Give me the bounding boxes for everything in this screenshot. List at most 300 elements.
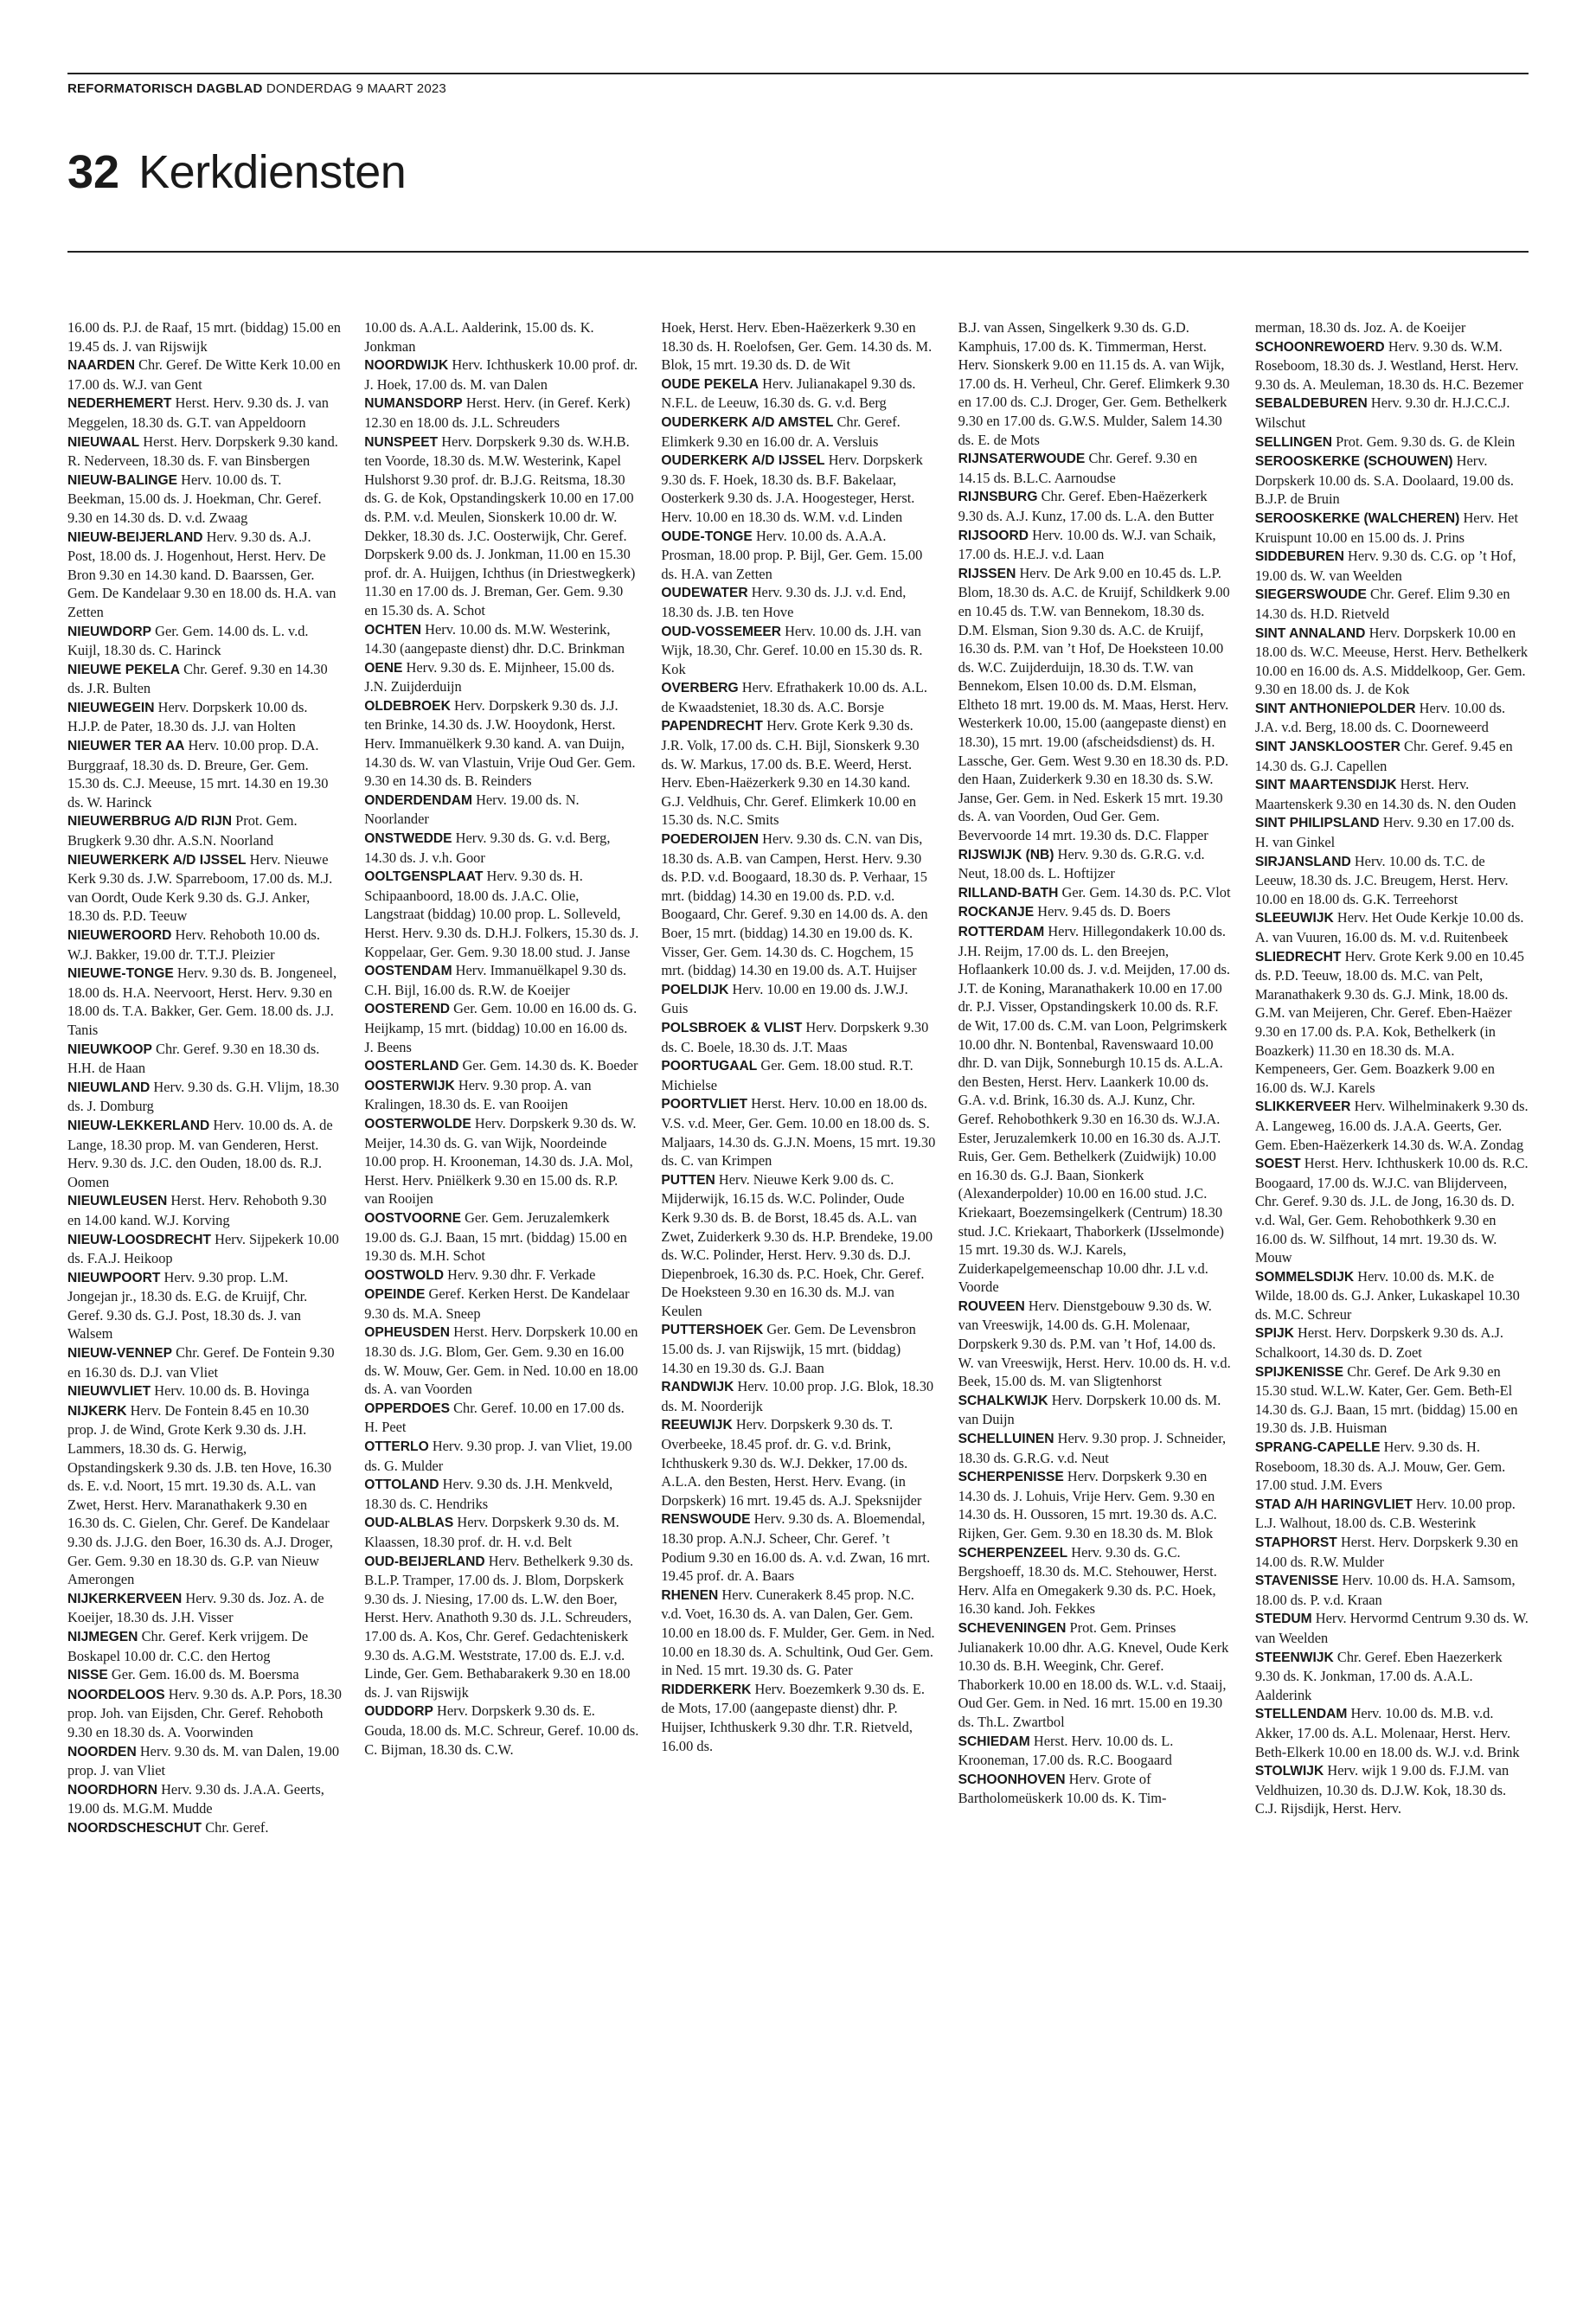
- service-details: Herv. 9.30 ds. H. Schipaanboord, 18.00 ds. J.A.C. Olie, Langstraat (biddag) 10.00 prop. L. Solleveld, Herst. Herv. 9.30 ds. D.H.J. Folkers, 15.30 ds. J. Koppelaar, Ger. Gem. 9.30 18.00 stud. J. Janse: [364, 868, 639, 960]
- service-details: Herv. 9.30 ds. G. v.d. Berg, 14.30 ds. J. v.h. Goor: [364, 830, 611, 866]
- place-name: NIEUWE PEKELA: [67, 662, 180, 677]
- service-entry: [67, 318, 342, 356]
- place-name: SCHEVENINGEN: [958, 1620, 1067, 1636]
- place-name: NIJKERK: [67, 1403, 127, 1419]
- service-details: Herv. Dorpskerk 9.30 ds. T. Overbeeke, 18.45 prof. dr. G. v.d. Brink, Ichthuskerk 9.30 ds. W.J. Dekker, 17.00 ds. A.L.A. den Besten, Herst. Herv. Evang. (in Dorpskerk) 16 mrt. 19.45 ds. A.J. Speksnijder: [661, 1416, 922, 1509]
- service-details: Herv. 10.00 ds. W.J. van Schaik, 17.00 ds. H.E.J. v.d. Laan: [958, 526, 1216, 563]
- place-name: NIEUW-VENNEP: [67, 1346, 172, 1362]
- service-entry: [364, 1076, 638, 1114]
- service-details: Herst. Herv. Dorpskerk 9.30 ds. A.J. Schalkoort, 14.30 ds. D. Zoet: [1254, 1324, 1503, 1362]
- service-entry: [364, 696, 638, 791]
- service-details: Herv. 9.30 prop. L.M. Jongejan jr., 18.30 ds. E.G. de Kruijf, Chr. Geref. 9.30 ds. G.J. Post, 18.30 ds. J. van Walsem: [67, 1268, 308, 1343]
- service-entry: [67, 471, 342, 528]
- place-name: OPEINDE: [364, 1287, 426, 1303]
- service-entry: [661, 830, 935, 980]
- service-entry: [67, 1627, 342, 1665]
- place-name: NOORDEN: [67, 1744, 137, 1759]
- place-name: POELDIJK: [661, 982, 729, 997]
- place-name: ONDERDENDAM: [364, 792, 472, 808]
- service-entry: [67, 698, 342, 736]
- service-details: merman, 18.30 ds. Joz. A. de Koeijer: [1254, 319, 1466, 336]
- column-2: [364, 318, 638, 2273]
- service-entry: [67, 433, 342, 471]
- place-name: POORTVLIET: [661, 1097, 748, 1112]
- service-entry: [67, 660, 342, 698]
- service-details: Herst. Herv. 9.30 ds. J. van Meggelen, 18.30 ds. G.T. van Appeldoorn: [67, 394, 329, 431]
- service-entry: [364, 1399, 638, 1437]
- service-details: Herv. Dorpskerk 9.30 en 14.30 ds. J. Lohuis, Vrije Herv. Gem. 9.30 en 14.30 ds. H. Oussoren, 15 mrt. 19.30 ds. A.C. Rijken, Ger. Gem. 9.30 en 18.30 ds. M. Blok: [958, 1468, 1217, 1541]
- place-name: STEDUM: [1254, 1612, 1312, 1627]
- service-details: Herv. 10.00 ds. H.A. Samsom, 18.00 ds. P. v.d. Kraan: [1254, 1572, 1516, 1608]
- service-entry: [958, 883, 1233, 903]
- place-name: RIJNSATERWOUDE: [958, 452, 1086, 467]
- service-entry: [661, 583, 935, 621]
- service-entry: [958, 564, 1233, 845]
- service-details: Herst. Herv. Rehoboth 9.30 en 14.00 kand. W.J. Korving: [67, 1192, 327, 1228]
- service-entry: [1255, 908, 1529, 946]
- service-entry: [1255, 737, 1529, 775]
- service-entry: [958, 318, 1233, 449]
- place-name: NIEUW-BALINGE: [67, 472, 178, 488]
- service-entry: [67, 1078, 342, 1116]
- service-details: Herst. Herv. Ichthuskerk 10.00 ds. R.C. Boogaard, 17.00 ds. W.J.C. van Blijderveen, Chr. Geref. 9.30 ds. J.L. de Jong, 16.30 ds. D. v.d. Wal, Ger. Gem. Rehobothkerk 9.30 en 16.00 ds. W. Silfhout, 14 mrt. 19.30 ds. W. Mouw: [1254, 1155, 1529, 1266]
- place-name: OOSTERWOLDE: [364, 1116, 471, 1131]
- service-entry: [364, 1056, 638, 1076]
- service-entry: [958, 1770, 1233, 1808]
- service-entry: [661, 716, 935, 830]
- service-details: Chr. Geref. 9.30 en 14.15 ds. B.L.C. Aarnoudse: [958, 450, 1198, 486]
- service-entry: [661, 1018, 935, 1056]
- service-entry: [1255, 1533, 1529, 1571]
- place-name: NIEUWEROORD: [67, 928, 172, 943]
- service-entry: [661, 622, 935, 679]
- service-entry: [661, 527, 935, 584]
- place-name: OOSTERWIJK: [364, 1078, 455, 1093]
- service-details: Herv. 10.00 ds. B. Hovinga: [154, 1382, 310, 1400]
- service-entry: [67, 1040, 342, 1078]
- place-name: OUDE PEKELA: [661, 376, 760, 392]
- service-entry: [958, 1391, 1233, 1429]
- service-details: Herv. Dienstgebouw 9.30 ds. W. van Vreeswijk, 14.00 ds. G.H. Molenaar, Dorpskerk 9.30 ds. P.M. van ’t Hof, 14.00 ds. W. van Vreeswijk, Herst. Herv. 10.00 ds. H. v.d. Beek, 15.00 ds. M. van Sligtenhorst: [958, 1297, 1231, 1390]
- service-details: Ger. Gem. 16.00 ds. M. Boersma: [111, 1666, 299, 1683]
- service-details: Herv. 9.30 ds. Joz. A. de Koeijer, 18.30 ds. J.H. Visser: [67, 1589, 324, 1626]
- place-name: POORTUGAAL: [661, 1059, 758, 1074]
- top-rule: [67, 73, 1529, 74]
- place-name: NIEUW-LOOSDRECHT: [67, 1232, 212, 1247]
- service-details: Herv. 10.00 en 19.00 ds. J.W.J. Guis: [661, 980, 908, 1017]
- service-entry: [661, 1056, 935, 1094]
- service-details: Herv. Dorpskerk 9.30 ds. W.H.B. ten Voorde, 18.30 ds. M.W. Westerink, Kapel Hulshorst 9.30 prof. dr. B.J.G. Reitsma, 18.30 ds. G. de Kok, Opstandingskerk 10.00 en 17.00 ds. P.M. v.d. Meulen, Sionskerk 10.00 dr. W. Dekker, 18.30 ds. J.C. Oosterwijk, Chr. Geref. Dorpskerk 9.00 ds. J. Jonkman, 11.00 en 15.30 prof. dr. A. Huijgen, Ichthus (in Driestwegkerk) 11.30 en 17.00 ds. J. Breman, Ger. Gem. 9.30 en 15.30 ds. A. Schot: [364, 433, 636, 619]
- service-details: B.J. van Assen, Singelkerk 9.30 ds. G.D. Kamphuis, 17.00 ds. K. Timmerman, Herst. Herv. Sionskerk 9.00 en 11.15 ds. A. van Wijk, 17.00 ds. H. Verheul, Chr. Geref. Elimkerk 9.30 en 17.00 ds. C.J. Droger, Ger. Gem. Bethelkerk 9.30 en 17.00 ds. G.W.S. Mulder, Salem 14.30 ds. E. de Mots: [958, 319, 1230, 448]
- service-details: Herv. Het Oude Kerkje 10.00 ds. A. van Vuuren, 16.00 ds. M. v.d. Ruitenbeek: [1254, 909, 1524, 945]
- place-name: SPIJKENISSE: [1254, 1364, 1344, 1380]
- place-name: SINT ANTHONIEPOLDER: [1254, 701, 1416, 716]
- service-details: Herv. Rehoboth 10.00 ds. W.J. Bakker, 19.00 dr. T.T.J. Pleizier: [67, 926, 320, 963]
- place-name: NIEUW-LEKKERLAND: [67, 1118, 210, 1133]
- service-entry: [1255, 1609, 1529, 1647]
- place-name: SCHOONREWOERD: [1254, 339, 1385, 355]
- place-name: PAPENDRECHT: [661, 719, 763, 734]
- place-name: NOORDWIJK: [364, 358, 449, 374]
- service-entry: [67, 528, 342, 622]
- service-entry: [1255, 1097, 1529, 1154]
- service-details: Herv. 10.00 prop. J.G. Blok, 18.30 ds. M. Noorderijk: [661, 1378, 934, 1414]
- service-details: Herv. Immanuëlkapel 9.30 ds. C.H. Bijl, 16.00 ds. R.W. de Koeijer: [364, 962, 627, 998]
- service-details: Herv. Grote Kerk 9.00 en 10.45 ds. P.D. Teeuw, 18.00 ds. M.C. van Pelt, Maranathakerk 9.30 ds. G.J. Mink, 18.00 ds. G.M. van Meijeren, Chr. Geref. Eben-Haëzer 9.30 en 17.00 ds. P.A. Kok, Bethelkerk (in Boazkerk) 11.30 en 18.30 ds. M.A. Kempeneers, Ger. Gem. Boazkerk 9.00 en 16.00 ds. W.J. Karels: [1254, 947, 1524, 1096]
- service-entry: [1255, 1571, 1529, 1609]
- service-details: Herv. 10.00 ds. A.A.A. Prosman, 18.00 prop. P. Bijl, Ger. Gem. 15.00 ds. H.A. van Zetten: [661, 527, 923, 582]
- service-details: Ger. Gem. De Levensbron 15.00 ds. J. van Rijswijk, 15 mrt. (biddag) 14.30 en 19.30 ds. G.J. Baan: [661, 1321, 916, 1376]
- service-details: Ger. Gem. Jeruzalemkerk 19.00 ds. G.J. Baan, 15 mrt. (biddag) 15.00 en 19.30 ds. M.H. Schot: [364, 1208, 627, 1265]
- service-details: Herv. 9.30 ds. B. Jongeneel, 18.00 ds. H.A. Neervoort, Herst. Herv. 9.30 en 18.00 ds. T.A. Bakker, Ger. Gem. 18.00 ds. J.J. Tanis: [67, 965, 337, 1038]
- service-entry: [364, 1323, 638, 1398]
- service-details: Herv. Boezemkerk 9.30 ds. E. de Mots, 17.00 (aangepaste dienst) dhr. P. Huijser, Ichthuskerk 9.30 dhr. T.R. Rietveld, 16.00 ds.: [661, 1680, 925, 1754]
- place-name: OCHTEN: [364, 622, 422, 638]
- service-details: Herv. 10.00 prop. L.J. Walhout, 18.00 ds. C.B. Westerink: [1254, 1495, 1516, 1532]
- place-name: SELLINGEN: [1254, 434, 1333, 450]
- service-entry: [67, 356, 342, 394]
- service-entry: [1255, 509, 1529, 547]
- service-details: Herv. Nieuwe Kerk 9.00 ds. C. Mijderwijk, 16.15 ds. W.C. Polinder, Oude Kerk 9.30 ds. B. de Borst, 18.45 ds. A.L. van Zwet, Zuiderkerk 9.30 ds. H.P. Brendeke, 19.00 ds. W.C. Polinder, Herst. Herv. 9.30 ds. D.J. Diepenbroek, 16.30 ds. P.C. Hoek, Chr. Geref. De Hoeksteen 9.30 en 16.30 ds. M.J. van Keulen: [661, 1170, 933, 1319]
- service-entry: [67, 964, 342, 1039]
- service-details: Chr. Geref. Eben-Haëzerkerk 9.30 ds. A.J. Kunz, 17.00 ds. L.A. den Butter: [958, 488, 1215, 524]
- service-details: Herv. Dorpskerk 9.30 ds. M. Klaassen, 18.30 prof. dr. H. v.d. Belt: [364, 1514, 619, 1550]
- service-entry: [67, 811, 342, 849]
- service-entry: [67, 1230, 342, 1268]
- service-entry: [661, 451, 935, 526]
- service-details: Herv. Dorpskerk 9.30 ds. J.J. ten Brinke, 14.30 ds. J.W. Hooydonk, Herst. Herv. Immanuëlkerk 9.30 kand. A. van Duijn, 14.30 ds. W. van Vlastuin, Vrije Oud Ger. Gem. 9.30 en 14.30 ds. B. Reinders: [364, 696, 636, 790]
- service-details: Herv. 9.45 ds. D. Boers: [1037, 903, 1170, 920]
- service-details: Chr. Geref.: [205, 1818, 269, 1836]
- service-details: Herv. Dorpskerk 9.30 ds. W. Meijer, 14.30 ds. G. van Wijk, Noordeinde 10.00 prop. H. Krooneman, 14.30 ds. J.A. Mol, Herst. Herv. Pniëlkerk 9.30 en 15.00 ds. R.P. van Rooijen: [364, 1114, 637, 1208]
- section-title: Kerkdiensten: [138, 146, 407, 198]
- service-entry: [1255, 547, 1529, 585]
- service-entry: [364, 1114, 638, 1208]
- service-entry: [958, 449, 1233, 487]
- place-name: SPIJK: [1254, 1326, 1294, 1342]
- place-name: NUMANSDORP: [364, 396, 463, 412]
- service-details: Herv. 10.00 ds. T. Beekman, 15.00 ds. J. Hoekman, Chr. Geref. 9.30 en 14.30 ds. D. v.d. Zwaag: [67, 471, 322, 526]
- place-name: SLIEDRECHT: [1254, 949, 1342, 965]
- service-details: Herv. 10.00 ds. M.W. Westerink, 14.30 (aangepaste dienst) dhr. D.C. Brinkman: [364, 620, 625, 657]
- place-name: NIJKERKERVEEN: [67, 1591, 183, 1606]
- place-name: SCHALKWIJK: [958, 1393, 1048, 1408]
- place-name: OOSTEREND: [364, 1002, 450, 1017]
- service-details: Chr. Geref. Elim 9.30 en 14.30 ds. H.D. Rietveld: [1254, 586, 1510, 622]
- place-name: SCHELLUINEN: [958, 1432, 1054, 1447]
- service-details: Herv. 9.30 dr. H.J.C.C.J. Wilschut: [1254, 394, 1510, 431]
- service-details: Herv. De Ark 9.00 en 10.45 ds. L.P. Blom, 18.30 ds. A.C. de Kruijf, Schildkerk 9.00 en 10.45 ds. T.W. van Bennekom, 18.30 ds. D.M. Elsman, Sion 9.30 ds. A.C. de Kruijf, 16.30 ds. P.M. van ’t Hof, De Hoeksteen 10.00 ds. W.C. Zuijderduijn, 18.30 ds. T.W. van Bennekom, Elsen 10.00 ds. D.M. Elsman, Eltheto 18 mrt. 19.00 ds. M. Maas, Herst. Herv. Westerkerk 10.00, 15.00 (aangepaste dienst) en 18.30), 15 mrt. 19.00 (afscheidsdienst) ds. H. Lassche, Ger. Gem. West 9.30 en 18.30 ds. P.D. den Haan, Zuiderkerk 9.30 en 18.30 ds. S.W. Janse, Ger. Gem. in Ned. Eskerk 15 mrt. 19.30 ds. A. van Voorden, Oud Ger. Gem. Bevervoorde 14 mrt. 19.30 ds. D.C. Flapper: [958, 564, 1230, 844]
- service-details: Herv. 9.30 ds. W.M. Roseboom, 18.30 ds. J. Westland, Herst. Herv. 9.30 ds. A. Meuleman, 18.30 ds. H.C. Bezemer: [1254, 337, 1523, 393]
- service-entry: [661, 1415, 935, 1509]
- place-name: OUD-VOSSEMEER: [661, 624, 782, 639]
- place-name: OTTERLO: [364, 1439, 429, 1455]
- service-details: Herv. Wilhelminakerk 9.30 ds. A. Langeweg, 16.00 ds. J.A.A. Geerts, Ger. Gem. Eben-Haëzerkerk 14.30 ds. W.A. Zondag: [1254, 1098, 1529, 1153]
- place-name: NIEUWE-TONGE: [67, 966, 174, 982]
- service-entry: [67, 926, 342, 964]
- service-entry: [1255, 433, 1529, 452]
- service-entry: [364, 1285, 638, 1323]
- service-details: Herv. 9.30 prop. A. van Kralingen, 18.30 ds. E. van Rooijen: [364, 1076, 592, 1113]
- service-details: Chr. Geref. Elimkerk 9.30 en 16.00 dr. A. Versluis: [661, 413, 901, 450]
- masthead: [67, 81, 446, 96]
- service-details: Herv. 9.30 ds. A. Bloemendal, 18.30 prop. A.N.J. Scheer, Chr. Geref. ’t Podium 9.30 en 16.00 ds. A. v.d. Zwan, 16 mrt. 19.45 prof. dr. A. Baars: [661, 1510, 931, 1585]
- place-name: RIDDERKERK: [661, 1682, 752, 1697]
- place-name: SCHERPENISSE: [958, 1470, 1064, 1485]
- service-details: Chr. Geref. 9.30 en 18.30 ds. H.H. de Haan: [67, 1040, 320, 1077]
- column-5: [1255, 318, 1529, 2273]
- place-name: SEBALDEBUREN: [1254, 396, 1368, 412]
- place-name: RIJSWIJK (NB): [958, 847, 1054, 862]
- service-entry: [67, 394, 342, 432]
- service-details: Geref. Kerken Herst. De Kandelaar 9.30 ds. M.A. Sneep: [364, 1285, 630, 1322]
- place-name: NISSE: [67, 1668, 108, 1683]
- service-details: Herv. Dorpskerk 9.30 ds. E. Gouda, 18.00 ds. M.C. Schreur, Geref. 10.00 ds. C. Bijman, 18.30 ds. C.W.: [364, 1702, 639, 1758]
- service-entry: [661, 980, 935, 1018]
- service-details: Herv. Het Kruispunt 10.00 en 15.00 ds. J. Prins: [1254, 509, 1519, 546]
- service-entry: [958, 902, 1233, 922]
- service-entry: [1255, 318, 1529, 337]
- service-entry: [1255, 775, 1529, 813]
- service-details: Herst. Herv. Dorpskerk 10.00 en 18.30 ds. J.G. Blom, Ger. Gem. 9.30 en 16.00 ds. W. Mouw, Ger. Gem. in Ned. 10.00 en 18.00 ds. A. van Voorden: [364, 1324, 638, 1398]
- service-details: Herv. 10.00 ds. A. de Lange, 18.30 prop. M. van Genderen, Herst. Herv. 9.30 ds. J.C. den Ouden, 18.00 ds. R.J. Oomen: [67, 1116, 333, 1190]
- service-entry: [661, 1094, 935, 1170]
- service-entry: [364, 1208, 638, 1266]
- service-details: Herv. 10.00 ds. T.C. de Leeuw, 18.30 ds. J.C. Breugem, Herst. Herv. 10.00 en 18.00 ds. G.K. Terreehorst: [1254, 852, 1509, 907]
- service-details: Herv. Julianakapel 9.30 ds. N.F.L. de Leeuw, 16.30 ds. G. v.d. Berg: [661, 375, 916, 412]
- service-details: Herv. 10.00 ds. M.K. de Wilde, 18.00 ds. G.J. Anker, Lukaskapel 10.30 ds. M.C. Schreur: [1254, 1267, 1520, 1323]
- service-entry: [1255, 852, 1529, 909]
- service-entry: [1255, 1362, 1529, 1438]
- service-details: Herv. Dorpskerk 10.00 en 18.00 ds. W.C. Meeuse, Herst. Herv. Bethelkerk 10.00 en 16.00 ds. A.S. Middelkoop, Ger. Gem. 9.30 en 18.00 ds. J. de Kok: [1254, 624, 1529, 698]
- service-details: Chr. Geref. De Ark 9.30 en 15.30 stud. W.L.W. Kater, Ger. Gem. Beth-El 14.30 ds. G.J. Baan, 15 mrt. (biddag) 15.00 en 19.30 ds. J.B. Huisman: [1254, 1362, 1518, 1437]
- service-entry: [958, 526, 1233, 564]
- service-details: Herv. 10.00 prop. D.A. Burggraaf, 18.30 ds. D. Breure, Ger. Gem. 15.30 ds. C.J. Meeuse, 15 mrt. 14.30 en 19.30 ds. W. Harinck: [67, 737, 329, 811]
- service-entry: [67, 850, 342, 926]
- column-1: [67, 318, 342, 2273]
- service-entry: [67, 1665, 342, 1685]
- service-entry: [661, 413, 935, 451]
- service-entry: [67, 1268, 342, 1343]
- service-entry: [364, 318, 638, 356]
- service-details: Herv. 9.30 dhr. F. Verkade: [447, 1266, 596, 1283]
- place-name: NAARDEN: [67, 358, 135, 374]
- place-name: OUDE-TONGE: [661, 529, 753, 544]
- place-name: OUDEWATER: [661, 586, 748, 601]
- service-entry: [661, 1320, 935, 1377]
- service-details: Chr. Geref. Eben Haezerkerk 9.30 ds. K. Jonkman, 17.00 ds. A.A.L. Aalderink: [1254, 1648, 1503, 1703]
- service-details: Chr. Geref. 9.30 en 14.30 ds. J.R. Bulten: [67, 660, 328, 697]
- service-details: 16.00 ds. P.J. de Raaf, 15 mrt. (biddag) 15.00 en 19.45 ds. J. van Rijswijk: [67, 319, 341, 355]
- service-entry: [67, 736, 342, 811]
- place-name: RIJSSEN: [958, 566, 1016, 581]
- place-name: NIEUWEGEIN: [67, 700, 155, 715]
- service-details: Ger. Gem. 10.00 en 16.00 ds. G. Heijkamp, 15 mrt. (biddag) 10.00 en 16.00 ds. J. Beens: [364, 1000, 638, 1055]
- service-details: Herv. 10.00 ds. J.A. v.d. Berg, 18.00 ds. C. Doorneweerd: [1254, 699, 1506, 736]
- place-name: RILLAND-BATH: [958, 885, 1059, 901]
- service-entry: [661, 1170, 935, 1321]
- service-details: Herv. 9.30 ds. H. Roseboom, 18.30 ds. A.J. Mouw, Ger. Gem. 17.00 stud. J.M. Evers: [1254, 1439, 1506, 1494]
- service-entry: [661, 318, 935, 375]
- place-name: OTTOLAND: [364, 1477, 439, 1493]
- service-details: Chr. Geref. 9.45 en 14.30 ds. G.J. Capellen: [1254, 738, 1513, 774]
- service-details: Herst. Herv. (in Geref. Kerk) 12.30 en 18.00 ds. J.L. Schreuders: [364, 394, 631, 431]
- place-name: SOEST: [1254, 1157, 1301, 1172]
- service-entry: [364, 999, 638, 1056]
- place-name: OLDEBROEK: [364, 698, 451, 714]
- place-name: RIJNSBURG: [958, 490, 1038, 505]
- service-details: Herv. 10.00 ds. M.B. v.d. Akker, 17.00 ds. A.L. Molenaar, Herst. Herv. Beth-Elkerk 10.00 en 18.00 ds. W.J. v.d. Brink: [1254, 1705, 1520, 1760]
- service-entry: [1255, 452, 1529, 509]
- place-name: SCHIEDAM: [958, 1734, 1030, 1749]
- service-details: 10.00 ds. A.A.L. Aalderink, 15.00 ds. K. Jonkman: [364, 319, 594, 355]
- service-entry: [958, 487, 1233, 525]
- service-details: Chr. Geref. De Fontein 9.30 en 16.30 ds. D.J. van Vliet: [67, 1344, 335, 1381]
- service-entry: [364, 791, 638, 829]
- service-details: Herv. Ichthuskerk 10.00 prof. dr. J. Hoek, 17.00 ds. M. van Dalen: [364, 356, 638, 393]
- service-details: Ger. Gem. 18.00 stud. R.T. Michielse: [661, 1057, 913, 1093]
- place-name: SINT MAARTENSDIJK: [1254, 778, 1397, 793]
- place-name: STEENWIJK: [1254, 1650, 1334, 1665]
- service-details: Herv. 9.30 prop. J. van Vliet, 19.00 ds. G. Mulder: [364, 1438, 632, 1474]
- service-entry: [1255, 624, 1529, 699]
- service-entry: [1255, 1704, 1529, 1761]
- service-details: Herv. 9.30 ds. J.A.A. Geerts, 19.00 ds. M.G.M. Mudde: [67, 1780, 324, 1817]
- service-entry: [661, 1377, 935, 1415]
- service-details: Herv. Grote Kerk 9.30 ds. J.R. Volk, 17.00 ds. C.H. Bijl, Sionskerk 9.30 ds. W. Markus, 17.00 ds. B.E. Weerd, Herst. Herv. Eben-Haëzerkerk 9.30 en 14.30 kand. G.J. Veldhuis, Chr. Geref. Elimkerk 10.00 en 15.30 ds. N.C. Smits: [661, 717, 920, 829]
- place-name: NIEUWERBRUG A/D RIJN: [67, 814, 233, 830]
- service-entry: [1255, 1267, 1529, 1324]
- place-name: NIJMEGEN: [67, 1629, 138, 1644]
- place-name: NIEUWERKERK A/D IJSSEL: [67, 852, 247, 868]
- place-name: NIEUW-BEIJERLAND: [67, 529, 203, 545]
- place-name: SEROOSKERKE (WALCHEREN): [1254, 510, 1460, 526]
- place-name: NEDERHEMERT: [67, 396, 172, 412]
- service-details: Herv. 9.30 ds. M. van Dalen, 19.00 prop. J. van Vliet: [67, 1742, 340, 1779]
- page-number: 32: [67, 146, 120, 198]
- service-entry: [1255, 337, 1529, 394]
- service-details: Chr. Geref. De Witte Kerk 10.00 en 17.00 ds. W.J. van Gent: [67, 356, 341, 393]
- service-entry: [364, 961, 638, 999]
- service-entry: [364, 1513, 638, 1551]
- service-details: Prot. Gem. Prinses Julianakerk 10.00 dhr. A.G. Knevel, Oude Kerk 10.30 ds. B.H. Weegink, Chr. Geref. Thaborkerk 10.00 en 18.00 ds. W.L. v.d. Staaij, Oud Ger. Gem. in Ned. 16 mrt. 15.00 en 19.30 ds. Th.L. Zwartbol: [958, 1618, 1229, 1730]
- place-name: SLIKKERVEER: [1254, 1099, 1351, 1115]
- place-name: OOSTVOORNE: [364, 1210, 461, 1226]
- place-name: PUTTERSHOEK: [661, 1323, 764, 1338]
- place-name: REEUWIJK: [661, 1418, 733, 1433]
- place-name: NIEUWAAL: [67, 434, 140, 450]
- service-details: Herv. 9.30 ds. G.R.G. v.d. Neut, 18.00 ds. L. Hoftijzer: [958, 845, 1205, 882]
- issue-date: DONDERDAG 9 MAART 2023: [266, 81, 446, 96]
- place-name: NIEUWKOOP: [67, 1042, 152, 1057]
- service-details: Ger. Gem. 14.30 ds. K. Boeder: [462, 1057, 638, 1074]
- service-entry: [958, 1543, 1233, 1618]
- service-entry: [1255, 1154, 1529, 1267]
- service-entry: [364, 829, 638, 867]
- service-details: Herst. Herv. Dorpskerk 9.30 kand. R. Nederveen, 18.30 ds. F. van Binsbergen: [67, 433, 338, 470]
- service-entry: [661, 1680, 935, 1755]
- service-details: Herv. Dorpskerk 10.00 ds. H.J.P. de Pater, 18.30 ds. J.J. van Holten: [67, 698, 308, 735]
- place-name: POLSBROEK & VLIST: [661, 1020, 803, 1035]
- service-entry: [958, 1618, 1233, 1732]
- service-details: Herv. 9.30 ds. G.C. Bergshoeff, 18.30 ds. M.C. Stehouwer, Herst. Herv. Alfa en Omegakerk 9.30 ds. P.C. Hoek, 16.30 kand. Joh. Fekkes: [958, 1543, 1217, 1618]
- service-entry: [67, 1401, 342, 1589]
- service-details: Herv. Hillegondakerk 10.00 ds. J.H. Reijm, 17.00 ds. L. den Breejen, Hoflaankerk 10.00 ds. J. v.d. Meijden, 17.00 ds. J.T. de Koning, Maranathakerk 10.00 en 17.00 dr. P.J. Visser, Opstandingskerk 10.00 ds. R.F. de Wit, 17.00 ds. C.M. van Loon, Pelgrimskerk 10.00 dhr. N. Bontenbal, Ravenswaard 10.00 dhr. D. van Dijk, Sonneburgh 10.15 ds. A.L.A. den Besten, Herst. Herv. Laankerk 10.00 ds. G.A. v.d. Brink, 16.30 ds. A.J. Kunz, Chr. Geref. Rehobothkerk 9.30 en 16.30 ds. W.J.A. Ester, Jeruzalemkerk 10.00 en 16.30 ds. A.J.T. Ruis, Ger. Gem. Bethelkerk (Zuidwijk) 10.00 en 16.30 ds. G.J. Baan, Sionkerk (Alexanderpolder) 10.00 en 16.00 stud. J.C. Kriekaart, Boezemsingelkerk (Centrum) 18.30 stud. J.C. Kriekaart, Thaborkerk (IJsselmonde) 15 mrt. 19.30 ds. W.J. Karels, Zuiderkapelgemeenschap 10.00 dhr. J.L v.d. Voorde: [958, 923, 1231, 1296]
- service-entry: [364, 1552, 638, 1702]
- service-details: Herv. 19.00 ds. N. Noorlander: [364, 791, 580, 828]
- service-details: Herv. Nieuwe Kerk 9.30 ds. J.W. Sparreboom, 17.00 ds. M.J. van Oordt, Oude Kerk 9.30 ds. G.J. Anker, 18.30 ds. P.D. Teeuw: [67, 850, 333, 925]
- service-details: Herv. Hervormd Centrum 9.30 ds. W. van Weelden: [1254, 1610, 1529, 1646]
- service-entry: [67, 1116, 342, 1191]
- place-name: OUDDORP: [364, 1704, 433, 1720]
- service-entry: [1255, 585, 1529, 623]
- column-4: [958, 318, 1233, 2273]
- service-entry: [364, 1475, 638, 1513]
- column-3: [661, 318, 935, 2273]
- place-name: STOLWIJK: [1254, 1764, 1324, 1779]
- service-details: Ger. Gem. 14.30 ds. P.C. Vlot: [1061, 883, 1231, 901]
- service-entry: [364, 867, 638, 961]
- service-entry: [364, 620, 638, 658]
- service-entry: [364, 658, 638, 696]
- service-entry: [364, 356, 638, 394]
- service-entry: [364, 433, 638, 620]
- service-entry: [1255, 1761, 1529, 1818]
- place-name: RANDWIJK: [661, 1380, 734, 1395]
- service-details: Herst. Herv. Dorpskerk 9.30 en 14.00 ds. R.W. Mulder: [1254, 1534, 1519, 1570]
- place-name: SIEGERSWOUDE: [1254, 587, 1367, 603]
- place-name: RHENEN: [661, 1587, 719, 1603]
- service-entry: [661, 1586, 935, 1680]
- service-details: Herv. Dorpskerk 10.00 ds. S.A. Doolaard, 19.00 ds. B.J.P. de Bruin: [1254, 452, 1514, 508]
- place-name: NIEUWPOORT: [67, 1270, 161, 1285]
- service-entry: [364, 1702, 638, 1759]
- place-name: OVERBERG: [661, 681, 739, 696]
- place-name: SEROOSKERKE (SCHOUWEN): [1254, 454, 1453, 470]
- service-details: Herv. wijk 1 9.00 ds. F.J.M. van Veldhuizen, 10.30 ds. D.J.W. Kok, 18.30 ds. C.J. Rijsdijk, Herst. Herv.: [1254, 1762, 1509, 1817]
- service-entry: [364, 1266, 638, 1285]
- service-entry: [364, 1437, 638, 1475]
- service-details: Herv. 9.30 ds. A.P. Pors, 18.30 prop. Joh. van Eijsden, Chr. Geref. Rehoboth 9.30 en 18.30 ds. A. Voorwinden: [67, 1685, 342, 1740]
- service-details: Prot. Gem. 9.30 ds. G. de Klein: [1336, 433, 1516, 450]
- service-details: Herv. Grote of Bartholomeüskerk 10.00 ds. K. Tim-: [958, 1770, 1167, 1807]
- place-name: SOMMELSDIJK: [1254, 1269, 1355, 1285]
- place-name: NOORDHORN: [67, 1782, 157, 1798]
- service-entry: [958, 1297, 1233, 1391]
- place-name: SCHOONHOVEN: [958, 1772, 1066, 1787]
- service-entry: [958, 845, 1233, 883]
- service-details: Herv. Dorpskerk 9.30 ds. F. Hoek, 18.30 ds. B.F. Bakelaar, Oosterkerk 9.30 ds. J.A. Hoogesteger, Herst. Herv. 10.00 en 18.30 ds. W.M. v.d. Linden: [661, 452, 923, 525]
- service-details: Herv. Sijpekerk 10.00 ds. F.A.J. Heikoop: [67, 1230, 339, 1267]
- place-name: RENSWOUDE: [661, 1512, 751, 1528]
- service-entry: [661, 375, 935, 413]
- service-details: Chr. Geref. Kerk vrijgem. De Boskapel 10.00 dr. C.C. den Hertog: [67, 1627, 309, 1664]
- place-name: OUD-ALBLAS: [364, 1516, 454, 1531]
- service-entry: [1255, 1324, 1529, 1362]
- service-entry: [661, 1509, 935, 1585]
- place-name: OOSTENDAM: [364, 964, 452, 979]
- place-name: STAD A/H HARINGVLIET: [1254, 1497, 1413, 1512]
- service-details: Ger. Gem. 14.00 ds. L. v.d. Kuijl, 18.30 ds. C. Harinck: [67, 622, 309, 659]
- place-name: NIEUWLAND: [67, 1080, 151, 1095]
- place-name: POEDEROIJEN: [661, 832, 760, 848]
- place-name: NUNSPEET: [364, 434, 439, 450]
- section-header: [67, 145, 406, 199]
- place-name: SPRANG-CAPELLE: [1254, 1440, 1381, 1456]
- service-entry: [67, 1381, 342, 1401]
- service-entry: [1255, 947, 1529, 1098]
- service-entry: [67, 1818, 342, 1838]
